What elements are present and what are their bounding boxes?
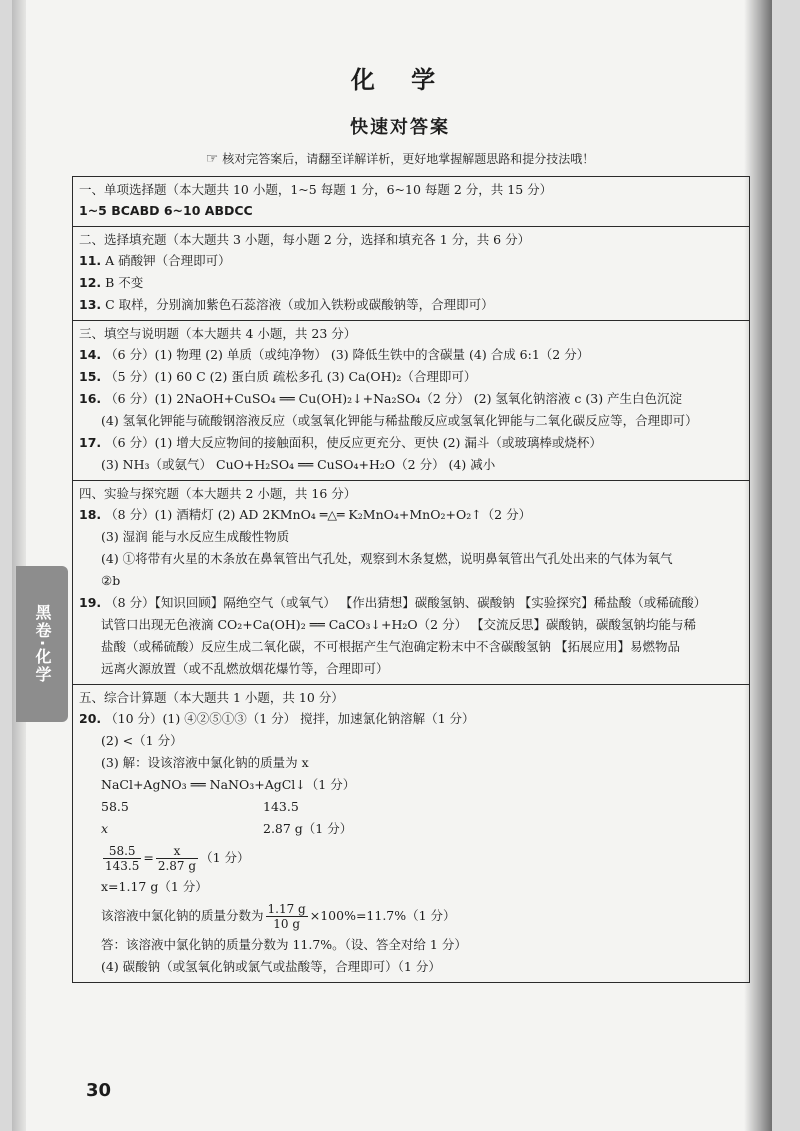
section-fill-explain — [73, 321, 749, 481]
question-20: 20. （10 分）(1) ④②⑤①③（1 分） 搅拌，加速氯化钠溶解（1 分） — [79, 711, 475, 726]
question-17: 17. （6 分）(1) 增大反应物间的接触面积，使反应更充分、更快 (2) 漏斗（或玻璃棒或烧杯） — [79, 435, 602, 450]
question-20-part4: (4) 碳酸钠（或氢氧化钠或氯气或盐酸等，合理即可）（1 分） — [101, 959, 441, 974]
section-title: 一、单项选择题（本大题共 10 小题，1~5 每题 1 分，6~10 每题 2 分，共 15 分） — [79, 182, 553, 197]
side-tab: 黑卷·化学 — [16, 566, 68, 722]
percentage-row: 该溶液中氯化钠的质量分数为 $\frac{1.17 g}{10 g}$ ×100%=11.7%（1 分） — [101, 902, 456, 931]
question-20-part2: (2) <（1 分） — [101, 733, 183, 748]
question-18-part3: (3) 湿润 能与水反应生成酸性物质 — [101, 529, 290, 544]
question-14: 14. （6 分）(1) 物理 (2) 单质（或纯净物） (3) 降低生铁中的含碳量 (4) 合成 6:1（2 分） — [79, 347, 590, 362]
page-title: 化 学 — [350, 65, 450, 94]
section-title: 二、选择填充题（本大题共 3 小题，每小题 2 分，选择和填充各 1 分，共 6 分） — [79, 232, 531, 247]
answer-statement: 答：该溶液中氯化钠的质量分数为 11.7%。（设、答全对给 1 分） — [101, 937, 467, 952]
question-12: 12. B 不变 — [79, 275, 144, 290]
proportion-row: $\frac{58.5}{143.5}$ = $\frac{x}{2.87 g}$ （1 分） — [105, 844, 250, 873]
question-20-part3: (3) 解：设该溶液中氯化钠的质量为 x — [101, 755, 309, 770]
question-13: 13. C 取样，分别滴加紫色石蕊溶液（或加入铁粉或碳酸钠等，合理即可） — [79, 297, 494, 312]
question-19-continued: 试管口出现无色液滴 CO₂+Ca(OH)₂ ══ CaCO₃↓+H₂O（2 分） 【交流反思】碳酸钠，碳酸氢钠均能与稀 — [101, 617, 697, 632]
answer-line: 1~5 BCABD 6~10 ABDCC — [79, 203, 253, 218]
reaction-equation: NaCl+AgNO₃ ══ NaNO₃+AgCl↓（1 分） — [101, 777, 356, 792]
question-18: 18. （8 分）(1) 酒精灯 (2) AD 2KMnO₄ ═△═ K₂MnO₄+MnO₂+O₂↑（2 分） — [79, 507, 532, 522]
question-16: 16. （6 分）(1) 2NaOH+CuSO₄ ══ Cu(OH)₂↓+Na₂SO₄（2 分） (2) 氢氧化钠溶液 c (3) 产生白色沉淀 — [79, 391, 683, 406]
section-single-choice — [73, 177, 749, 227]
answer-table — [72, 176, 750, 983]
section-title: 五、综合计算题（本大题共 1 小题，共 10 分） — [79, 690, 344, 705]
section-title: 三、填空与说明题（本大题共 4 小题，共 23 分） — [79, 326, 357, 341]
section-title: 四、实验与探究题（本大题共 2 小题，共 16 分） — [79, 486, 357, 501]
page-number: 30 — [86, 1080, 112, 1101]
pointing-hand-icon: ☞ — [205, 151, 219, 167]
hint-text: 核对完答案后，请翻至详解详析，更好地掌握解题思路和提分技法哦！ — [222, 152, 595, 166]
section-calculation — [73, 685, 749, 982]
section-experiment — [73, 481, 749, 685]
question-18-part4: (4) ①将带有火星的木条放在鼻氧管出气孔处，观察到木条复燃，说明鼻氧管出气孔处出来的气体为氧气 — [101, 551, 673, 566]
question-19-continued: 远离火源放置（或不乱燃放烟花爆竹等，合理即可） — [101, 661, 389, 676]
mass-row: x 2.87 g（1 分） — [101, 821, 353, 836]
fraction: $\frac{58.5}{143.5}$ — [105, 844, 140, 873]
question-19-continued: 盐酸（或稀硫酸）反应生成二氧化碳，不可根据产生气泡确定粉末中不含碳酸氢钠 【拓展应用】易燃物品 — [101, 639, 680, 654]
question-18-part4-b: ②b — [101, 573, 121, 588]
x-result: x=1.17 g（1 分） — [101, 879, 208, 894]
question-17-continued: (3) NH₃（或氨气） CuO+H₂SO₄ ══ CuSO₄+H₂O（2 分） (4) 减小 — [101, 457, 496, 472]
question-19: 19. （8 分）【知识回顾】隔绝空气（或氧气） 【作出猜想】碳酸氢钠、碳酸钠 【实验探究】稀盐酸（或稀硫酸） — [79, 595, 707, 610]
page-subtitle: 快速对答案 — [350, 117, 450, 138]
question-15: 15. （5 分）(1) 60 C (2) 蛋白质 疏松多孔 (3) Ca(OH)₂（合理即可） — [79, 369, 477, 384]
hint-line — [0, 150, 800, 167]
fraction: $\frac{x}{2.87 g}$ — [157, 844, 197, 873]
question-11: 11. A 硝酸钾（合理即可） — [79, 253, 231, 268]
question-16-continued: (4) 氢氧化钾能与硫酸钢溶液反应（或氢氧化钾能与稀盐酸反应或氢氧化钾能与二氧化碳反应等，合理即可） — [101, 413, 698, 428]
section-choice-fill — [73, 227, 749, 321]
molar-mass-row: 58.5 143.5 — [101, 799, 299, 814]
fraction: $\frac{1.17 g}{10 g}$ — [267, 902, 306, 931]
